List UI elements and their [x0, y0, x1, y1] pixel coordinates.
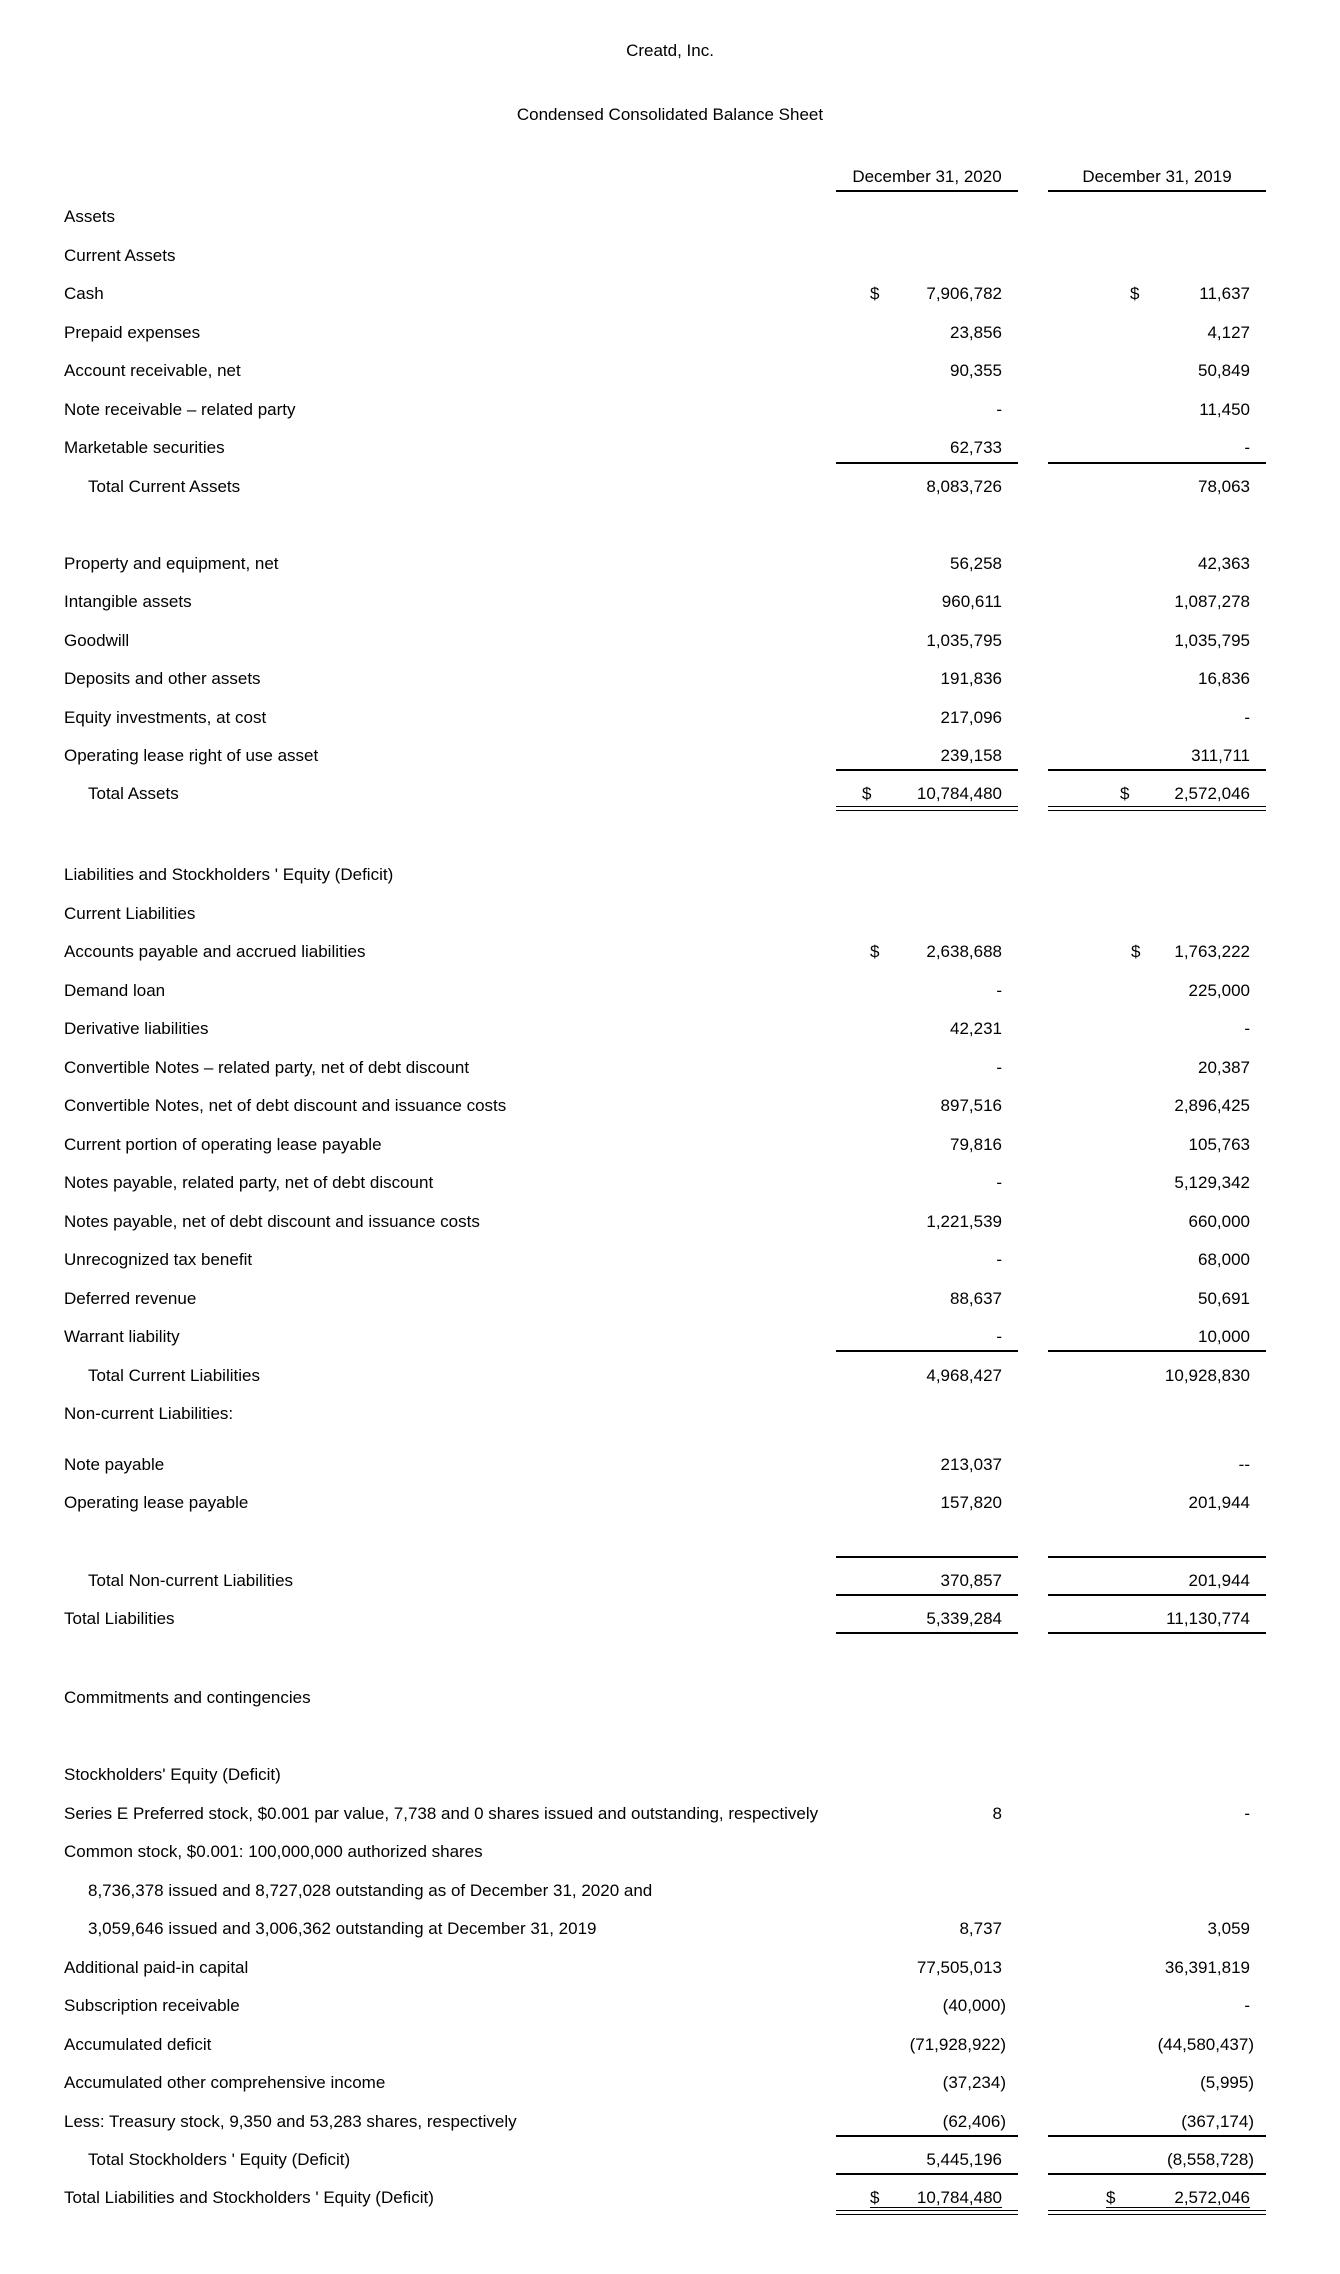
amount: 11,450 — [1199, 400, 1250, 419]
subsection-heading — [0, 902, 1340, 926]
row-label: Common stock, $0.001: 100,000,000 authorized shares — [64, 1842, 483, 1861]
table-row — [0, 629, 1340, 653]
double-total-rule — [1048, 2210, 1266, 2215]
amount: 10,784,480 — [916, 784, 1002, 803]
value-2020 — [836, 1017, 1018, 1041]
value-2019 — [1048, 2071, 1266, 2095]
amount: - — [1244, 1019, 1250, 1038]
amount: 4,968,427 — [926, 1366, 1002, 1385]
amount: 370,857 — [940, 1571, 1002, 1590]
amount: 5,339,284 — [926, 1609, 1002, 1628]
subtotal-rule — [1048, 1594, 1266, 1596]
value-2019 — [1048, 1607, 1266, 1631]
amount: (40,000) — [942, 1996, 1006, 2015]
currency-symbol: $ — [1120, 784, 1130, 803]
value-2020 — [836, 744, 1018, 768]
value-2020 — [836, 282, 1018, 306]
row-label: Demand loan — [64, 981, 166, 1000]
value-2019 — [1048, 436, 1266, 460]
table-row — [0, 1325, 1340, 1349]
row-label: Convertible Notes, net of debt discount and issuance costs — [64, 1096, 507, 1115]
amount: 62,733 — [950, 438, 1002, 457]
amount: 105,763 — [1188, 1135, 1250, 1154]
currency-symbol: $ — [1131, 942, 1141, 961]
value-2020 — [836, 1133, 1018, 1157]
row-label: Derivative liabilities — [64, 1019, 209, 1038]
row-label: Account receivable, net — [64, 361, 241, 380]
amount: 11,130,774 — [1166, 1609, 1250, 1628]
column-header-2019: December 31, 2019 — [1082, 167, 1232, 186]
value-2020 — [836, 1325, 1018, 1349]
subsection-heading — [0, 244, 1340, 268]
value-2019 — [1048, 282, 1266, 306]
amount: 239,158 — [940, 746, 1002, 765]
value-2019 — [1048, 1248, 1266, 1272]
statement-title: Condensed Consolidated Balance Sheet — [516, 105, 824, 124]
amount: 1,035,795 — [1174, 631, 1250, 650]
value-2020 — [836, 629, 1018, 653]
value-2020 — [836, 1056, 1018, 1080]
amount: 10,000 — [1198, 1327, 1250, 1346]
value-2019 — [1048, 940, 1266, 964]
table-row — [0, 1802, 1340, 1826]
row-label: Current portion of operating lease payable — [64, 1135, 382, 1154]
amount: 68,000 — [1198, 1250, 1250, 1269]
currency-symbol: $ — [870, 942, 880, 961]
subtotal-rule — [836, 1350, 1018, 1352]
table-row — [0, 1491, 1340, 1515]
column-header-underline — [1048, 190, 1266, 192]
row-label: Total Stockholders ' Equity (Deficit) — [88, 2150, 351, 2169]
column-header-underline — [836, 190, 1018, 192]
value-2020 — [836, 1210, 1018, 1234]
row-label: 3,059,646 issued and 3,006,362 outstanding at December 31, 2019 — [88, 1919, 597, 1938]
value-2020 — [836, 1802, 1018, 1826]
value-2019 — [1048, 2148, 1266, 2172]
value-2020 — [836, 1569, 1018, 1593]
value-2019 — [1048, 1569, 1266, 1593]
row-label: Total Liabilities — [64, 1609, 175, 1628]
amount: 8,737 — [959, 1919, 1002, 1938]
table-row — [0, 2071, 1340, 2095]
currency-symbol: $ — [870, 284, 880, 303]
value-2019 — [1048, 1453, 1266, 1477]
subtotal-rule — [1048, 1350, 1266, 1352]
table-row — [0, 1453, 1340, 1477]
value-2019 — [1048, 1017, 1266, 1041]
double-total-rule — [1048, 806, 1266, 811]
amount: 78,063 — [1198, 477, 1250, 496]
row-label: Cash — [64, 284, 104, 303]
table-row — [0, 1171, 1340, 1195]
subtotal-rule — [836, 1632, 1018, 1634]
row-label: Total Current Liabilities — [88, 1366, 260, 1385]
subsection-label: Current Liabilities — [64, 904, 196, 923]
row-label: Additional paid-in capital — [64, 1958, 249, 1977]
amount: 1,763,222 — [1174, 942, 1250, 961]
value-2019 — [1048, 1956, 1266, 1980]
amount: -- — [1238, 1455, 1250, 1474]
row-label: Deposits and other assets — [64, 669, 261, 688]
amount: 16,836 — [1198, 669, 1250, 688]
table-row — [0, 398, 1340, 422]
text-line — [0, 1840, 1340, 1864]
amount: - — [996, 1173, 1002, 1192]
amount: 960,611 — [941, 592, 1002, 611]
table-row — [0, 1917, 1340, 1941]
value-2019 — [1048, 1171, 1266, 1195]
value-2019 — [1048, 667, 1266, 691]
table-row — [0, 1210, 1340, 1234]
value-2020 — [836, 706, 1018, 730]
amount: 1,087,278 — [1174, 592, 1250, 611]
amount: 1,221,539 — [926, 1212, 1002, 1231]
value-2020 — [836, 1171, 1018, 1195]
value-2019 — [1048, 1094, 1266, 1118]
amount: 157,820 — [940, 1493, 1002, 1512]
amount: 20,387 — [1198, 1058, 1250, 1077]
value-2020 — [836, 2110, 1018, 2134]
table-row — [0, 667, 1340, 691]
amount: 10,784,480 — [916, 2188, 1002, 2207]
row-label: Deferred revenue — [64, 1289, 197, 1308]
value-2019 — [1048, 706, 1266, 730]
amount: (367,174) — [1181, 2112, 1254, 2131]
amount: 10,928,830 — [1164, 1366, 1250, 1385]
value-2019 — [1048, 1802, 1266, 1826]
row-label: Prepaid expenses — [64, 323, 201, 342]
value-2020 — [836, 1994, 1018, 2018]
value-2020 — [836, 398, 1018, 422]
company-name: Creatd, Inc. — [626, 41, 714, 60]
column-header-2020: December 31, 2020 — [852, 167, 1002, 186]
value-2019 — [1048, 475, 1266, 499]
table-row — [0, 940, 1340, 964]
value-2020 — [836, 1364, 1018, 1388]
subtotal-rule — [836, 1556, 1018, 1558]
table-row — [0, 282, 1340, 306]
row-label: Less: Treasury stock, 9,350 and 53,283 shares, respectively — [64, 2112, 517, 2131]
amount: 79,816 — [950, 1135, 1002, 1154]
row-label: Note payable — [64, 1455, 165, 1474]
subsection-heading — [0, 1402, 1340, 1426]
amount: (62,406) — [942, 2112, 1006, 2131]
row-label: Notes payable, net of debt discount and issuance costs — [64, 1212, 480, 1231]
value-2020 — [836, 940, 1018, 964]
amount: 88,637 — [950, 1289, 1002, 1308]
value-2020 — [836, 590, 1018, 614]
amount: 77,505,013 — [916, 1958, 1002, 1977]
amount: 8 — [992, 1804, 1002, 1823]
value-2019 — [1048, 1994, 1266, 2018]
currency-symbol: $ — [870, 2188, 880, 2207]
table-row — [0, 590, 1340, 614]
amount: - — [1244, 1996, 1250, 2015]
amount: 42,231 — [950, 1019, 1002, 1038]
table-row — [0, 475, 1340, 499]
value-2019 — [1048, 590, 1266, 614]
section-label: Stockholders' Equity (Deficit) — [64, 1765, 281, 1784]
row-label: Accounts payable and accrued liabilities — [64, 942, 366, 961]
section-heading — [0, 1763, 1340, 1787]
table-row — [0, 1248, 1340, 1272]
amount: - — [1244, 708, 1250, 727]
section-label: Assets — [64, 207, 116, 226]
row-label: Property and equipment, net — [64, 554, 279, 573]
table-row — [0, 359, 1340, 383]
amount: 201,944 — [1188, 1571, 1250, 1590]
row-label: Accumulated other comprehensive income — [64, 2073, 386, 2092]
table-row-total — [0, 782, 1340, 806]
value-2020 — [836, 667, 1018, 691]
subtotal-rule — [1048, 1632, 1266, 1634]
row-label: Intangible assets — [64, 592, 192, 611]
subtotal-rule — [1048, 1556, 1266, 1558]
amount: - — [996, 981, 1002, 1000]
amount: 201,944 — [1188, 1493, 1250, 1512]
value-2019 — [1048, 1491, 1266, 1515]
row-label: Goodwill — [64, 631, 130, 650]
subtotal-rule — [1048, 2173, 1266, 2175]
amount: 36,391,819 — [1164, 1958, 1250, 1977]
row-label: 8,736,378 issued and 8,727,028 outstanding as of December 31, 2020 and — [88, 1881, 653, 1900]
subtotal-rule — [836, 2135, 1018, 2137]
table-row — [0, 979, 1340, 1003]
value-2020 — [836, 552, 1018, 576]
value-2019 — [1048, 629, 1266, 653]
value-2020 — [836, 979, 1018, 1003]
value-2020 — [836, 1956, 1018, 1980]
amount: - — [1244, 438, 1250, 457]
value-2019 — [1048, 1056, 1266, 1080]
value-2020 — [836, 1248, 1018, 1272]
row-label: Note receivable – related party — [64, 400, 296, 419]
row-label: Operating lease payable — [64, 1493, 249, 1512]
subtotal-rule — [1048, 462, 1266, 464]
amount: 56,258 — [950, 554, 1002, 573]
table-row — [0, 1133, 1340, 1157]
value-2019 — [1048, 552, 1266, 576]
value-2019 — [1048, 1287, 1266, 1311]
value-2020 — [836, 2033, 1018, 2057]
currency-symbol: $ — [1106, 2188, 1116, 2207]
table-row — [0, 1364, 1340, 1388]
table-row — [0, 2148, 1340, 2172]
amount: 2,572,046 — [1174, 2188, 1250, 2207]
double-total-rule — [836, 806, 1018, 811]
amount: 191,836 — [940, 669, 1002, 688]
row-label: Equity investments, at cost — [64, 708, 267, 727]
value-2020 — [836, 1917, 1018, 1941]
value-2019 — [1048, 1133, 1266, 1157]
value-2019 — [1048, 398, 1266, 422]
row-label: Series E Preferred stock, $0.001 par value, 7,738 and 0 shares issued and outstanding, respectively — [64, 1804, 819, 1823]
table-row — [0, 1956, 1340, 1980]
table-row — [0, 706, 1340, 730]
text-line — [0, 1879, 1340, 1903]
value-2019 — [1048, 321, 1266, 345]
amount: 660,000 — [1188, 1212, 1250, 1231]
amount: 8,083,726 — [926, 477, 1002, 496]
table-row — [0, 552, 1340, 576]
row-label: Warrant liability — [64, 1327, 180, 1346]
subtotal-rule — [836, 462, 1018, 464]
table-row — [0, 1607, 1340, 1631]
amount: 90,355 — [950, 361, 1002, 380]
amount: 11,637 — [1199, 284, 1250, 303]
row-label: Marketable securities — [64, 438, 225, 457]
value-2020 — [836, 1491, 1018, 1515]
subtotal-rule — [836, 2173, 1018, 2175]
table-row — [0, 1569, 1340, 1593]
value-2019 — [1048, 2033, 1266, 2057]
table-row — [0, 2110, 1340, 2134]
subtotal-rule — [1048, 769, 1266, 771]
amount: - — [996, 1058, 1002, 1077]
amount: 213,037 — [940, 1455, 1002, 1474]
amount: 225,000 — [1188, 981, 1250, 1000]
amount: 311,711 — [1191, 746, 1250, 765]
row-label: Accumulated deficit — [64, 2035, 212, 2054]
section-heading — [0, 863, 1340, 887]
table-row — [0, 1094, 1340, 1118]
value-2019 — [1048, 1364, 1266, 1388]
row-label: Unrecognized tax benefit — [64, 1250, 253, 1269]
amount-underline — [1106, 2207, 1250, 2208]
value-2019 — [1048, 744, 1266, 768]
amount: - — [996, 1327, 1002, 1346]
subtotal-rule — [836, 769, 1018, 771]
table-row — [0, 2033, 1340, 2057]
table-row — [0, 744, 1340, 768]
amount: 1,035,795 — [926, 631, 1002, 650]
amount: - — [1244, 1804, 1250, 1823]
amount: 4,127 — [1207, 323, 1250, 342]
row-label: Total Current Assets — [88, 477, 241, 496]
table-row — [0, 1056, 1340, 1080]
amount: 50,849 — [1198, 361, 1250, 380]
amount: (8,558,728) — [1167, 2150, 1254, 2169]
value-2019 — [1048, 1210, 1266, 1234]
row-label: Convertible Notes – related party, net of debt discount — [64, 1058, 470, 1077]
value-2020 — [836, 475, 1018, 499]
amount: 23,856 — [950, 323, 1002, 342]
amount-underline — [870, 2207, 1002, 2208]
value-2020 — [836, 782, 1018, 806]
row-label: Total Liabilities and Stockholders ' Equity (Deficit) — [64, 2188, 434, 2207]
amount: - — [996, 1250, 1002, 1269]
amount: 5,445,196 — [926, 2150, 1002, 2169]
subsection-label: Non-current Liabilities: — [64, 1404, 234, 1423]
value-2019 — [1048, 979, 1266, 1003]
amount: - — [996, 400, 1002, 419]
amount: 897,516 — [940, 1096, 1002, 1115]
subtotal-rule — [1048, 2135, 1266, 2137]
value-2019 — [1048, 782, 1266, 806]
value-2020 — [836, 436, 1018, 460]
double-total-rule — [836, 2210, 1018, 2215]
row-label: Operating lease right of use asset — [64, 746, 319, 765]
subtotal-rule — [836, 1594, 1018, 1596]
value-2019 — [1048, 1917, 1266, 1941]
value-2020 — [836, 359, 1018, 383]
table-row — [0, 436, 1340, 460]
amount: (71,928,922) — [909, 2035, 1006, 2054]
table-row — [0, 1287, 1340, 1311]
amount: 7,906,782 — [926, 284, 1002, 303]
value-2019 — [1048, 359, 1266, 383]
section-label: Liabilities and Stockholders ' Equity (Deficit) — [64, 865, 394, 884]
amount: 217,096 — [940, 708, 1002, 727]
value-2020 — [836, 2071, 1018, 2095]
currency-symbol: $ — [1130, 284, 1140, 303]
amount: (37,234) — [942, 2073, 1006, 2092]
value-2020 — [836, 1453, 1018, 1477]
amount: 42,363 — [1198, 554, 1250, 573]
section-heading — [0, 1686, 1340, 1710]
table-row — [0, 1994, 1340, 2018]
row-label: Subscription receivable — [64, 1996, 240, 2015]
amount: 5,129,342 — [1174, 1173, 1250, 1192]
amount: 50,691 — [1198, 1289, 1250, 1308]
row-label: Total Assets — [88, 784, 179, 803]
section-label: Commitments and contingencies — [64, 1688, 311, 1707]
amount: 2,572,046 — [1174, 784, 1250, 803]
row-label: Notes payable, related party, net of debt discount — [64, 1173, 434, 1192]
value-2019 — [1048, 2110, 1266, 2134]
value-2019 — [1048, 1325, 1266, 1349]
amount: (44,580,437) — [1157, 2035, 1254, 2054]
value-2020 — [836, 1607, 1018, 1631]
amount: 3,059 — [1207, 1919, 1250, 1938]
amount: 2,638,688 — [926, 942, 1002, 961]
row-label: Total Non-current Liabilities — [88, 1571, 294, 1590]
value-2020 — [836, 2148, 1018, 2172]
value-2020 — [836, 321, 1018, 345]
amount: (5,995) — [1200, 2073, 1254, 2092]
table-row — [0, 1017, 1340, 1041]
value-2020 — [836, 1287, 1018, 1311]
value-2020 — [836, 1094, 1018, 1118]
table-row — [0, 321, 1340, 345]
subsection-label: Current Assets — [64, 246, 176, 265]
amount: 2,896,425 — [1174, 1096, 1250, 1115]
currency-symbol: $ — [862, 784, 872, 803]
section-heading — [0, 205, 1340, 229]
